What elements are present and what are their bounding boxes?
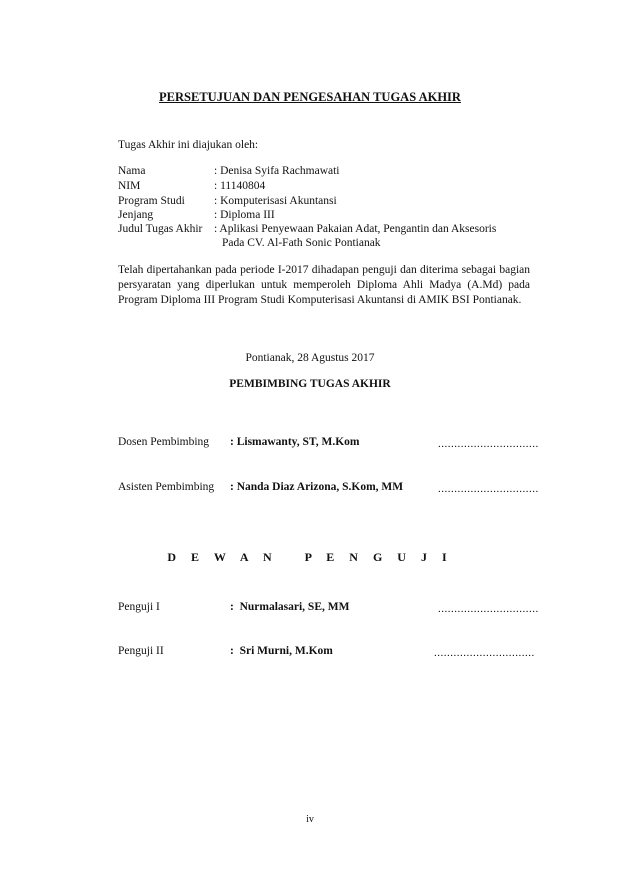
dewan-penguji-heading: D E W A N P E N G U J I xyxy=(167,550,453,564)
field-label-nama: Nama xyxy=(118,165,146,177)
page-number: iv xyxy=(306,814,314,825)
field-label-judul: Judul Tugas Akhir xyxy=(118,223,203,235)
field-value-nama: : Denisa Syifa Rachmawati xyxy=(214,165,340,177)
field-value-judul: : Aplikasi Penyewaan Pakaian Adat, Pengantin dan Aksesoris xyxy=(214,223,497,235)
field-value-program-studi: : Komputerisasi Akuntansi xyxy=(214,195,337,207)
penguji-role-1: Penguji I xyxy=(118,601,160,613)
field-value-judul-line2: Pada CV. Al-Fath Sonic Pontianak xyxy=(222,237,381,249)
intro-text: Tugas Akhir ini diajukan oleh: xyxy=(118,139,259,151)
signature-line-penguji-2: ............................... xyxy=(434,647,535,659)
field-value-jenjang: : Diploma III xyxy=(214,209,275,221)
pembimbing-heading: PEMBIMBING TUGAS AKHIR xyxy=(229,378,391,390)
penguji-name-2: : Sri Murni, M.Kom xyxy=(230,645,333,657)
field-label-jenjang: Jenjang xyxy=(118,209,154,221)
field-label-nim: NIM xyxy=(118,180,141,192)
penguji-role-2: Penguji II xyxy=(118,645,164,657)
approval-paragraph: Telah dipertahankan pada periode I-2017 dihadapan penguji dan diterima sebagai bagian persyaratan yang diperlukan untuk memperoleh Diploma Ahli Madya (A.Md) pada Program Diploma III Program Studi Komputerisasi Akuntansi di AMIK BSI Pontianak. xyxy=(118,264,530,306)
field-label-program-studi: Program Studi xyxy=(118,195,185,207)
place-date: Pontianak, 28 Agustus 2017 xyxy=(245,352,375,364)
pembimbing-role-asisten: Asisten Pembimbing xyxy=(118,481,215,493)
pembimbing-name-asisten: : Nanda Diaz Arizona, S.Kom, MM xyxy=(230,481,404,493)
signature-line-dosen: ............................... xyxy=(438,438,539,450)
signature-line-penguji-1: ............................... xyxy=(438,603,539,615)
field-value-nim: : 11140804 xyxy=(214,180,266,192)
page-title: PERSETUJUAN DAN PENGESAHAN TUGAS AKHIR xyxy=(159,90,461,104)
pembimbing-role-dosen: Dosen Pembimbing xyxy=(118,436,210,448)
penguji-name-1: : Nurmalasari, SE, MM xyxy=(230,601,350,613)
signature-line-asisten: ............................... xyxy=(438,483,539,495)
pembimbing-name-dosen: : Lismawanty, ST, M.Kom xyxy=(230,436,360,448)
